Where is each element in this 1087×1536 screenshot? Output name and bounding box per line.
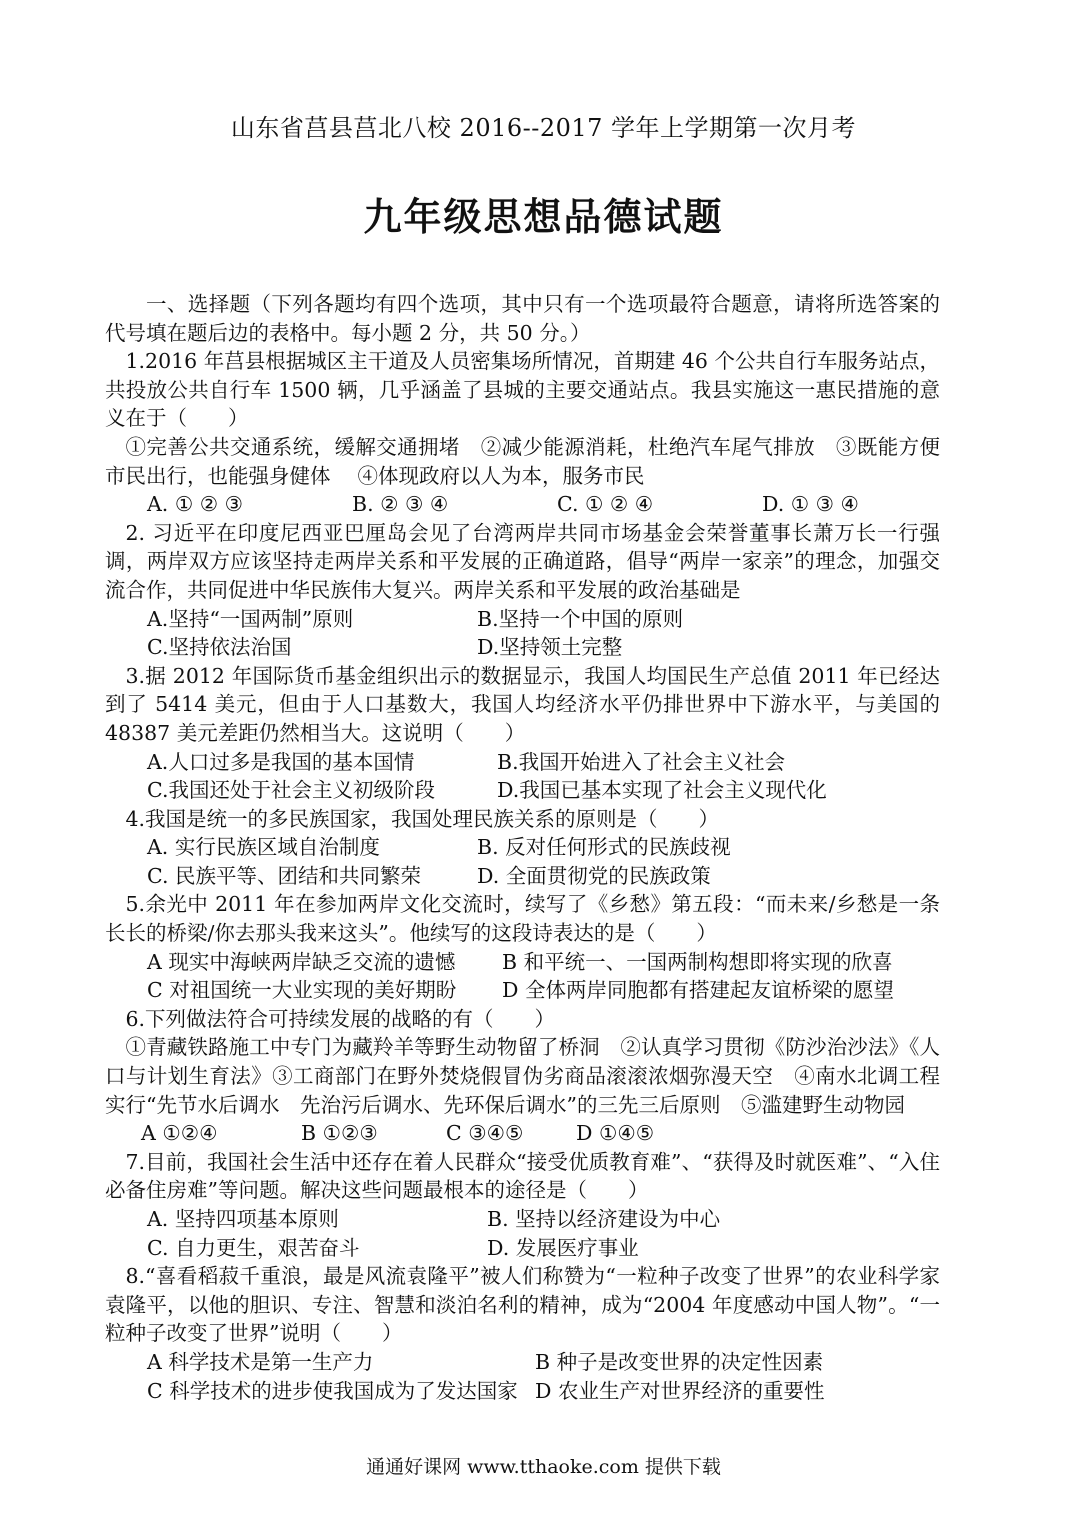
question-5-option-b: B 和平统一、一国两制构想即将实现的欣喜 [502, 949, 893, 974]
question-5-stem: 5.余光中 2011 年在参加两岸文化交流时，续写了《乡愁》第五段：“而未来/乡愁是一条长长的桥梁/你去那头我来这头”。他续写的这段诗表达的是（ ） [105, 892, 940, 946]
question-2-option-b: B.坚持一个中国的原则 [477, 606, 684, 631]
question-8-option-a: A 科学技术是第一生产力 [147, 1349, 374, 1374]
question-2-stem: 2. 习近平在印度尼西亚巴厘岛会见了台湾两岸共同市场基金会荣誉董事长萧万长一行强调，两岸双方应该坚持走两岸关系和平发展的正确道路，倡导“两岸一家亲”的理念，加强交流合作，共同促进中华民族伟大复兴。两岸关系和平发展的政治基础是 [105, 520, 940, 602]
question-7-option-d: D. 发展医疗事业 [487, 1235, 639, 1260]
exam-content [105, 290, 940, 1405]
question-1-option-b: B. ② ③ ④ [352, 492, 449, 517]
question-2-option-a: A.坚持“一国两制”原则 [147, 606, 354, 631]
question-2-options-row1 [105, 605, 940, 634]
question-1-options [105, 490, 940, 519]
question-5-option-c: C 对祖国统一大业实现的美好期盼 [147, 978, 457, 1003]
question-5-options-row1 [105, 948, 940, 977]
exam-title: 九年级思想品德试题 [363, 195, 724, 239]
question-4-option-c: C. 民族平等、团结和共同繁荣 [147, 863, 421, 888]
question-2-option-c: C.坚持依法治国 [147, 635, 292, 660]
question-8-option-d: D 农业生产对世界经济的重要性 [535, 1378, 825, 1403]
question-1-statements: ①完善公共交通系统，缓解交通拥堵 ②减少能源消耗，杜绝汽车尾气排放 ③既能方便市民出行，也能强身健体 ④体现政府以人为本，服务市民 [105, 434, 940, 488]
question-8-option-b: B 种子是改变世界的决定性因素 [535, 1349, 824, 1374]
question-1-option-d: D. ① ③ ④ [762, 492, 859, 517]
page-footer: 通通好课网 www.tthaoke.com 提供下载 [366, 1456, 721, 1478]
question-6-statements: ①青藏铁路施工中专门为藏羚羊等野生动物留了桥洞 ②认真学习贯彻《防沙治沙法》《人口与计划生育法》③工商部门在野外焚烧假冒伪劣商品滚滚浓烟弥漫天空 ④南水北调工程实行“先节水后调水 先治污后调水、先环保后调水”的三先三后原则 ⑤滥建野生动物园 [105, 1035, 940, 1117]
question-7-options-row1 [105, 1205, 940, 1234]
question-3-option-a: A.人口过多是我国的基本国情 [147, 749, 415, 774]
question-6-stem: 6.下列做法符合可持续发展的战略的有（ ） [125, 1006, 556, 1031]
question-7-option-c: C. 自力更生，艰苦奋斗 [147, 1235, 360, 1260]
question-7-option-b: B. 坚持以经济建设为中心 [487, 1207, 721, 1231]
question-3-option-b: B.我国开始进入了社会主义社会 [497, 749, 786, 774]
question-8-options-row1 [105, 1348, 940, 1377]
question-5-options-row2 [105, 976, 940, 1005]
question-1-stem: 1.2016 年莒县根据城区主干道及人员密集场所情况，首期建 46 个公共自行车服务站点，共投放公共自行车 1500 辆，几乎涵盖了县城的主要交通站点。我县实施这一惠民措施的意义在于（ ） [105, 349, 940, 431]
question-3-options-row1 [105, 748, 940, 777]
section-intro: 一、选择题（下列各题均有四个选项，其中只有一个选项最符合题意，请将所选答案的代号填在题后边的表格中。每小题 2 分，共 50 分。） [105, 292, 940, 345]
question-3-stem: 3.据 2012 年国际货币基金组织出示的数据显示，我国人均国民生产总值 2011 年已经达到了 5414 美元，但由于人口基数大，我国人均经济水平仍排世界中下游水平，与美国的 48387 美元差距仍然相当大。这说明（ ） [105, 663, 940, 745]
question-8-option-c: C 科学技术的进步使我国成为了发达国家 [147, 1378, 518, 1403]
question-6-options [105, 1119, 940, 1148]
question-4-option-b: B. 反对任何形式的民族歧视 [477, 835, 731, 860]
question-3-option-c: C.我国还处于社会主义初级阶段 [147, 778, 435, 803]
question-8-options-row2 [105, 1377, 940, 1406]
question-5-option-a: A 现实中海峡两岸缺乏交流的遗憾 [147, 949, 456, 974]
question-3-option-d: D.我国已基本实现了社会主义现代化 [497, 778, 827, 803]
question-8-stem: 8.“喜看稻菽千重浪，最是风流袁隆平”被人们称赞为“一粒种子改变了世界”的农业科学家袁隆平，以他的胆识、专注、智慧和淡泊名利的精神，成为“2004 年度感动中国人物”。“一粒种子改变了世界”说明（ ） [105, 1264, 940, 1346]
question-6-option-c: C ③④⑤ [446, 1121, 524, 1146]
question-2-options-row2 [105, 633, 940, 662]
question-1-option-a: A. ① ② ③ [147, 492, 244, 517]
question-6-option-a: A ①②④ [141, 1121, 218, 1146]
question-6-option-b: B ①②③ [301, 1121, 378, 1146]
question-7-option-a: A. 坚持四项基本原则 [147, 1207, 339, 1231]
question-7-options-row2 [105, 1234, 940, 1263]
exam-subtitle: 山东省莒县莒北八校 2016--2017 学年上学期第一次月考 [230, 114, 857, 142]
question-3-options-row2 [105, 776, 940, 805]
question-7-stem: 7.目前，我国社会生活中还存在着人民群众“接受优质教育难”、“获得及时就医难”、“入住必备住房难”等问题。解决这些问题最根本的途径是（ ） [105, 1149, 940, 1203]
question-2-option-d: D.坚持领土完整 [477, 635, 623, 660]
question-4-option-a: A. 实行民族区域自治制度 [147, 835, 380, 860]
question-6-option-d: D ①④⑤ [576, 1121, 655, 1146]
question-1-option-c: C. ① ② ④ [557, 492, 654, 517]
question-4-stem: 4.我国是统一的多民族国家，我国处理民族关系的原则是（ ） [125, 806, 720, 831]
question-4-options-row1 [105, 833, 940, 862]
question-5-option-d: D 全体两岸同胞都有搭建起友谊桥梁的愿望 [502, 978, 894, 1003]
question-4-option-d: D. 全面贯彻党的民族政策 [477, 863, 711, 888]
question-4-options-row2 [105, 862, 940, 891]
